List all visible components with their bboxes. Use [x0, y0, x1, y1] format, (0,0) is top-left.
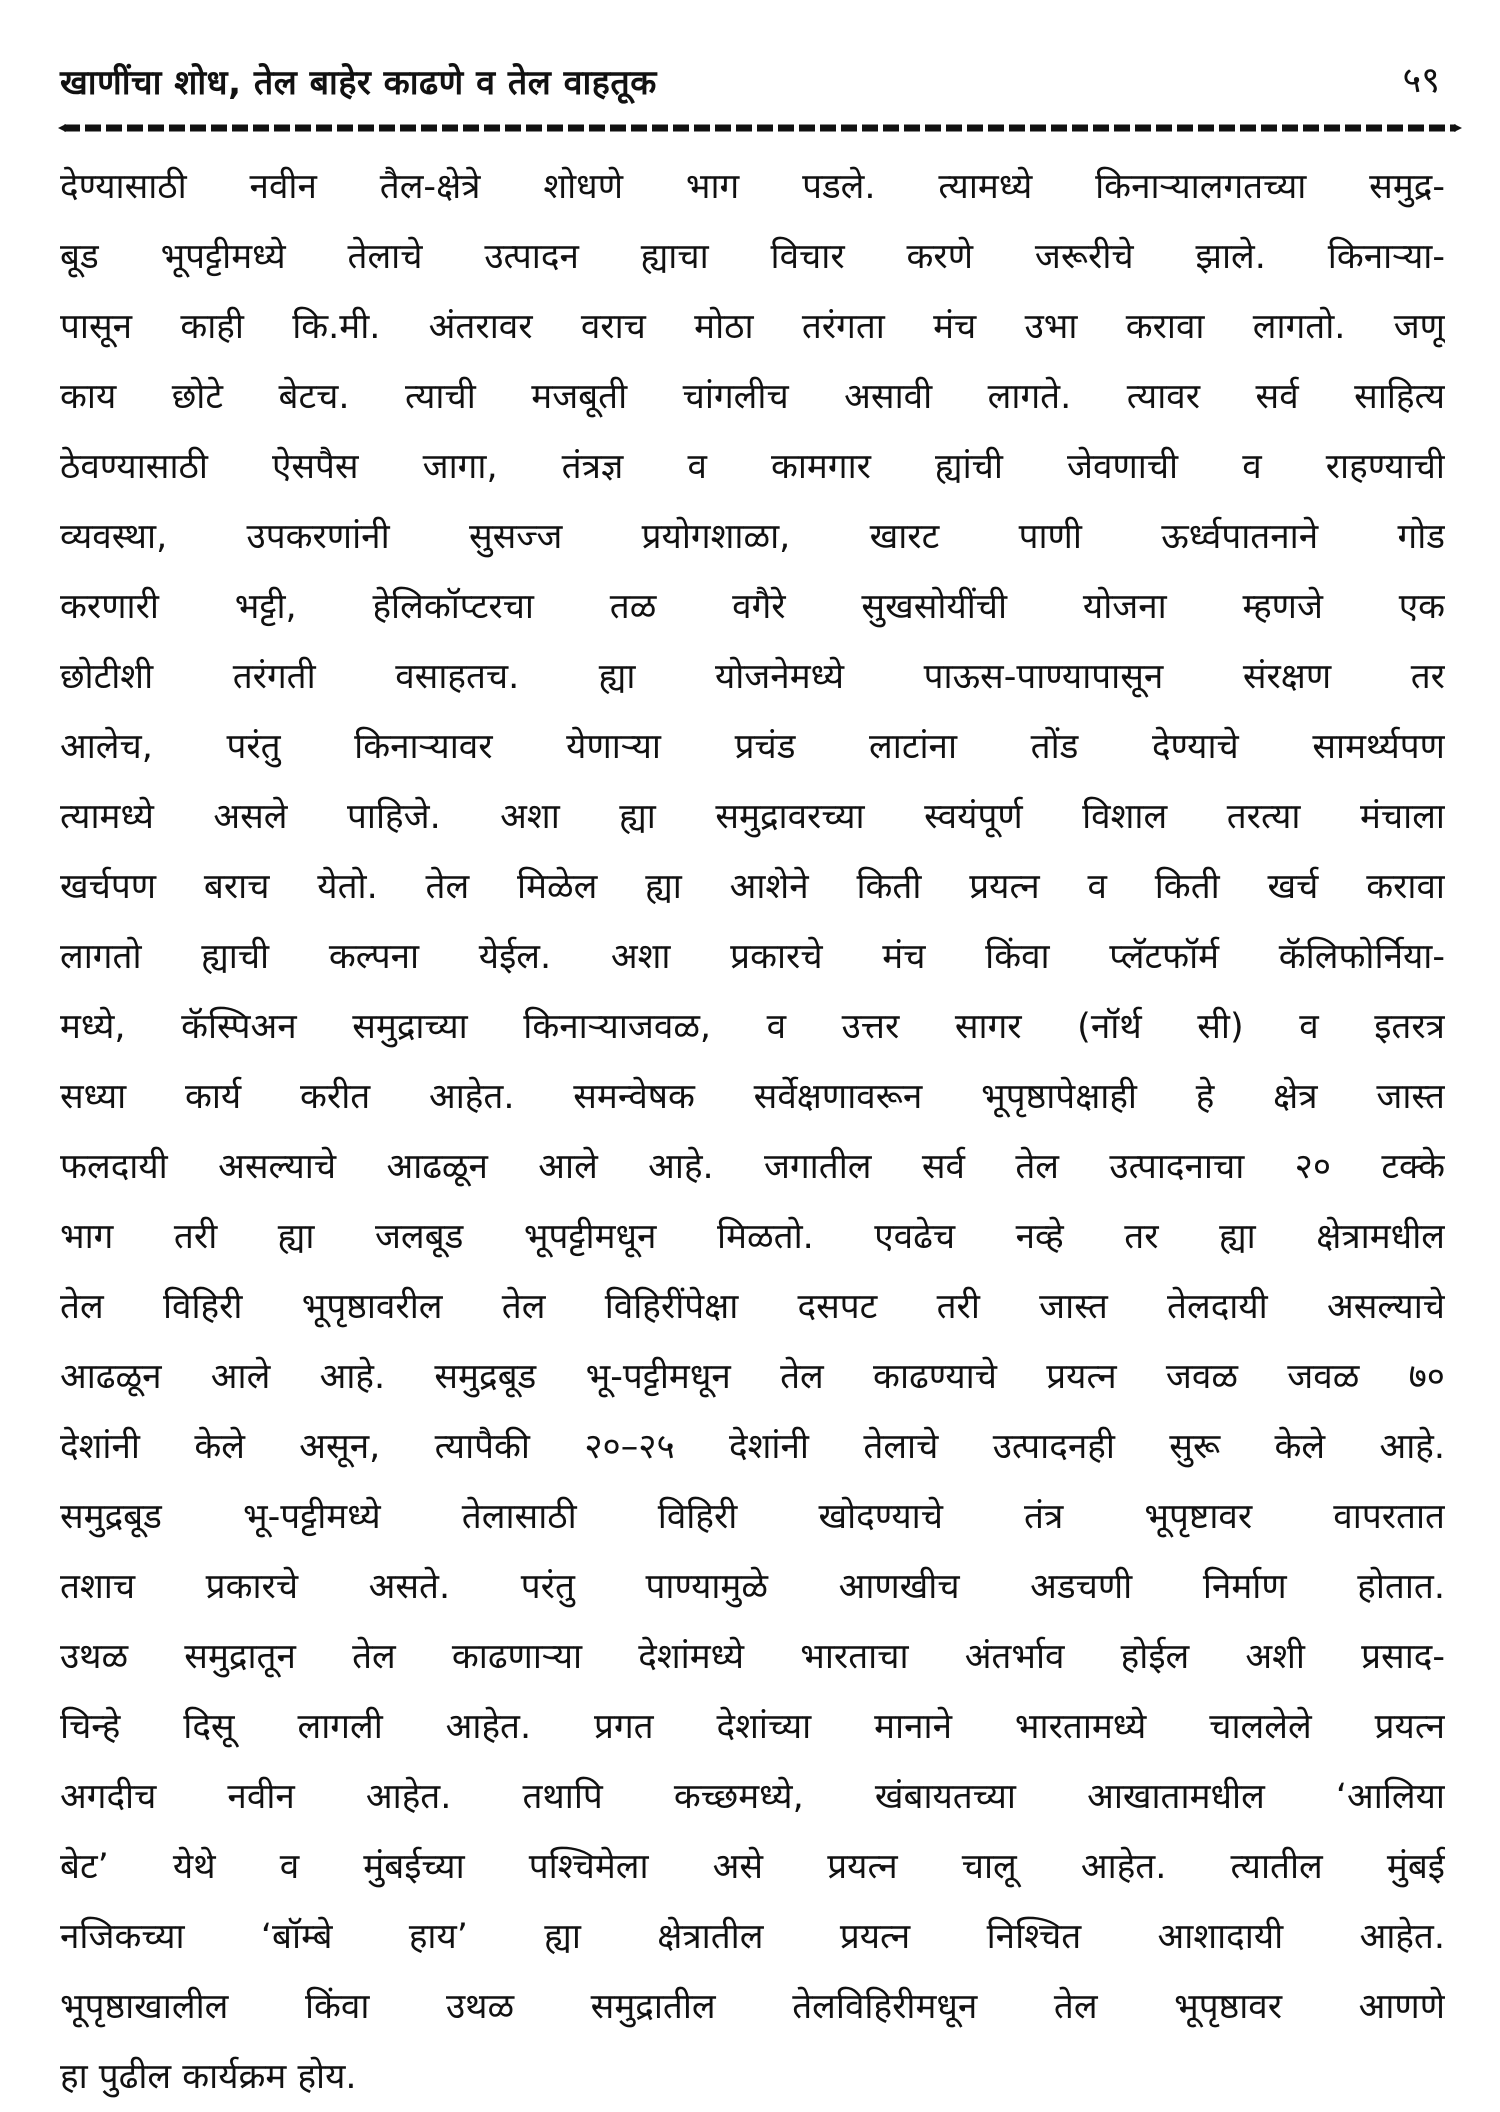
header-rule: [58, 122, 1462, 134]
text-line: फलदायी असल्याचे आढळून आले आहे. जगातील सर्व तेल उत्पादनाचा २० टक्के: [60, 1147, 1445, 1187]
text-line: पासून काही कि.मी. अंतरावर वराच मोठा तरंगता मंच उभा करावा लागतो. जणू: [60, 307, 1445, 347]
text-line: आलेच, परंतु किनाऱ्यावर येणाऱ्या प्रचंड लाटांना तोंड देण्याचे सामर्थ्यपण: [60, 727, 1445, 767]
text-line: उथळ समुद्रातून तेल काढणाऱ्या देशांमध्ये भारताचा अंतर्भाव होईल अशी प्रसाद-: [60, 1637, 1445, 1677]
text-line: भाग तरी ह्या जलबूड भूपट्टीमधून मिळतो. एवढेच नव्हे तर ह्या क्षेत्रामधील: [60, 1217, 1445, 1257]
text-line: व्यवस्था, उपकरणांनी सुसज्ज प्रयोगशाळा, खारट पाणी ऊर्ध्वपातनाने गोड: [60, 517, 1445, 557]
text-line: भूपृष्ठाखालील किंवा उथळ समुद्रातील तेलविहिरीमधून तेल भूपृष्ठावर आणणे: [60, 1987, 1445, 2027]
body-text: [60, 152, 1445, 2112]
text-line: करणारी भट्टी, हेलिकॉप्टरचा तळ वगैरे सुखसोयींची योजना म्हणजे एक: [60, 587, 1445, 627]
text-line: सध्या कार्य करीत आहेत. समन्वेषक सर्वेक्षणावरून भूपृष्ठापेक्षाही हे क्षेत्र जास्त: [60, 1077, 1445, 1117]
text-line: नजिकच्या ‘बॉम्बे हाय’ ह्या क्षेत्रातील प्रयत्न निश्चित आशादायी आहेत.: [60, 1917, 1445, 1957]
text-line: छोटीशी तरंगती वसाहतच. ह्या योजनेमध्ये पाऊस-पाण्यापासून संरक्षण तर: [60, 657, 1445, 697]
text-line: ठेवण्यासाठी ऐसपैस जागा, तंत्रज्ञ व कामगार ह्यांची जेवणाची व राहण्याची: [60, 447, 1445, 487]
page-number: ५९: [1402, 60, 1440, 101]
text-line: समुद्रबूड भू-पट्टीमध्ये तेलासाठी विहिरी खोदण्याचे तंत्र भूपृष्टावर वापरतात: [60, 1497, 1445, 1537]
text-line: आढळून आले आहे. समुद्रबूड भू-पट्टीमधून तेल काढण्याचे प्रयत्न जवळ जवळ ७०: [60, 1357, 1445, 1397]
text-line: अगदीच नवीन आहेत. तथापि कच्छमध्ये, खंबायतच्या आखातामधील ‘आलिया: [60, 1777, 1445, 1817]
text-line: लागतो ह्याची कल्पना येईल. अशा प्रकारचे मंच किंवा प्लॅटफॉर्म कॅलिफोर्निया-: [60, 937, 1445, 977]
text-line: मध्ये, कॅस्पिअन समुद्राच्या किनाऱ्याजवळ, व उत्तर सागर (नॉर्थ सी) व इतरत्र: [60, 1007, 1445, 1047]
text-line: देशांनी केले असून, त्यापैकी २०–२५ देशांनी तेलाचे उत्पादनही सुरू केले आहे.: [60, 1427, 1445, 1467]
text-line: चिन्हे दिसू लागली आहेत. प्रगत देशांच्या मानाने भारतामध्ये चाललेले प्रयत्न: [60, 1707, 1445, 1747]
text-line: बूड भूपट्टीमध्ये तेलाचे उत्पादन ह्याचा विचार करणे जरूरीचे झाले. किनाऱ्या-: [60, 237, 1445, 277]
chapter-running-title: खाणींचा शोध, तेल बाहेर काढणे व तेल वाहतूक: [60, 63, 657, 103]
text-line: देण्यासाठी नवीन तैल-क्षेत्रे शोधणे भाग पडले. त्यामध्ये किनाऱ्यालगतच्या समुद्र-: [60, 167, 1445, 207]
running-header: [60, 52, 1440, 116]
text-line: हा पुढील कार्यक्रम होय.: [60, 2057, 357, 2097]
text-line: खर्चपण बराच येतो. तेल मिळेल ह्या आशेने किती प्रयत्न व किती खर्च करावा: [60, 867, 1445, 907]
text-line: तेल विहिरी भूपृष्ठावरील तेल विहिरींपेक्षा दसपट तरी जास्त तेलदायी असल्याचे: [60, 1287, 1445, 1327]
text-line: बेट’ येथे व मुंबईच्या पश्चिमेला असे प्रयत्न चालू आहेत. त्यातील मुंबई: [60, 1847, 1445, 1887]
text-line: काय छोटे बेटच. त्याची मजबूती चांगलीच असावी लागते. त्यावर सर्व साहित्य: [60, 377, 1445, 417]
text-line: तशाच प्रकारचे असते. परंतु पाण्यामुळे आणखीच अडचणी निर्माण होतात.: [60, 1567, 1445, 1607]
text-line: त्यामध्ये असले पाहिजे. अशा ह्या समुद्रावरच्या स्वयंपूर्ण विशाल तरत्या मंचाला: [60, 797, 1445, 837]
ornamental-rule-icon: [58, 122, 1462, 134]
